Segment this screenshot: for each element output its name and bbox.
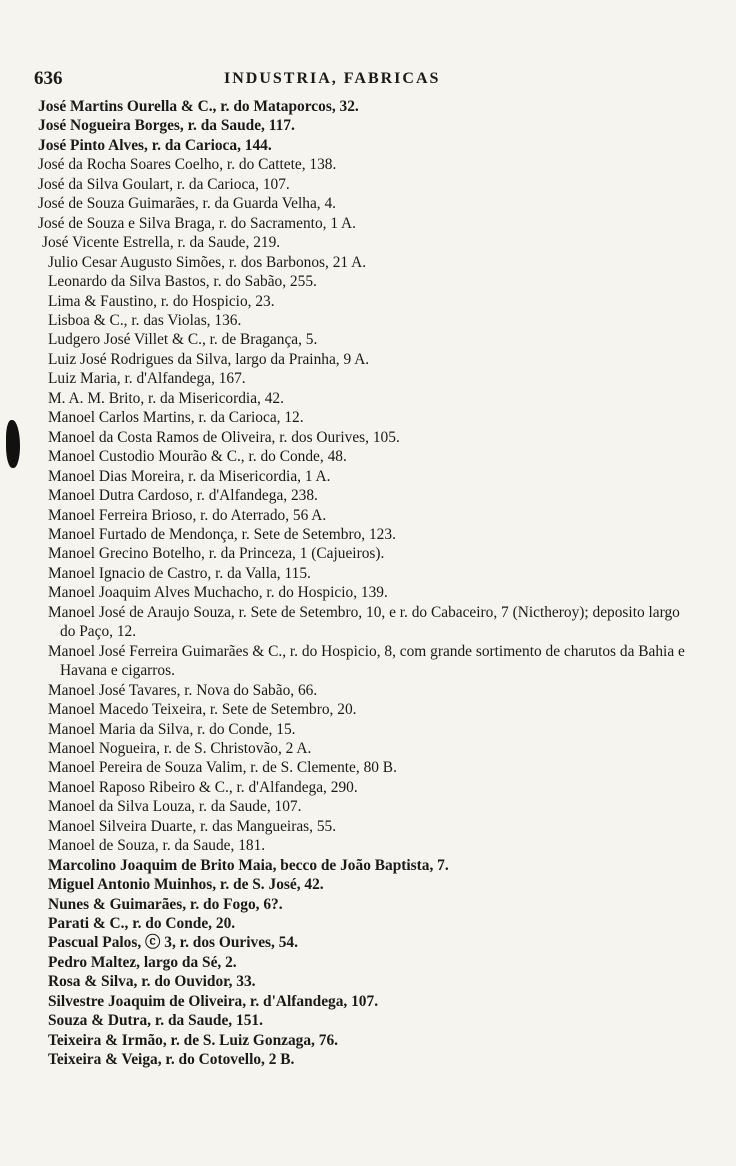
list-item: Manoel Furtado de Mendonça, r. Sete de Setembro, 123. bbox=[48, 525, 396, 543]
ink-blot bbox=[6, 420, 20, 468]
list-item: Manoel da Costa Ramos de Oliveira, r. dos Ourives, 105. bbox=[48, 428, 400, 446]
running-title: INDUSTRIA, FABRICAS bbox=[224, 70, 441, 87]
list-item: José da Silva Goulart, r. da Carioca, 107. bbox=[38, 175, 290, 193]
page-number: 636 bbox=[34, 68, 63, 89]
list-item: Lima & Faustino, r. do Hospicio, 23. bbox=[48, 292, 275, 310]
list-item: Manoel Maria da Silva, r. do Conde, 15. bbox=[48, 720, 296, 738]
list-item: Manoel Silveira Duarte, r. das Mangueiras, 55. bbox=[48, 817, 337, 835]
list-item: Manoel Joaquim Alves Muchacho, r. do Hospicio, 139. bbox=[48, 584, 388, 602]
list-item: Parati & C., r. do Conde, 20. bbox=[48, 915, 236, 933]
list-item: Manoel José de Araujo Souza, r. Sete de Setembro, 10, e r. do Cabaceiro, 7 (Nictheroy); deposito largo do Paço, 12. bbox=[48, 603, 680, 641]
list-item: Manoel Carlos Martins, r. da Carioca, 12. bbox=[48, 409, 304, 427]
list-item: Manoel Dias Moreira, r. da Misericordia, 1 A. bbox=[48, 467, 331, 485]
list-item: Silvestre Joaquim de Oliveira, r. d'Alfandega, 107. bbox=[48, 992, 379, 1010]
list-item: José de Souza Guimarães, r. da Guarda Velha, 4. bbox=[38, 195, 337, 213]
list-item: José de Souza e Silva Braga, r. do Sacramento, 1 A. bbox=[38, 214, 357, 232]
list-item: Souza & Dutra, r. da Saude, 151. bbox=[48, 1012, 263, 1030]
list-item: Lisboa & C., r. das Violas, 136. bbox=[48, 311, 242, 329]
list-item: José Nogueira Borges, r. da Saude, 117. bbox=[38, 117, 295, 135]
list-item: M. A. M. Brito, r. da Misericordia, 42. bbox=[48, 389, 284, 407]
list-item: Manoel Macedo Teixeira, r. Sete de Setembro, 20. bbox=[48, 701, 357, 719]
list-item: Manoel Nogueira, r. de S. Christovão, 2 A. bbox=[48, 739, 312, 757]
list-item: Manoel José Ferreira Guimarães & C., r. do Hospicio, 8, com grande sortimento de charutos da Bahia e Havana e cigarros. bbox=[48, 642, 685, 680]
list-item: Manoel Ignacio de Castro, r. da Valla, 115. bbox=[48, 564, 311, 582]
list-item: Leonardo da Silva Bastos, r. do Sabão, 255. bbox=[48, 273, 317, 291]
list-item: Nunes & Guimarães, r. do Fogo, 6?. bbox=[48, 895, 283, 913]
list-item: Manoel Grecino Botelho, r. da Princeza, 1 (Cajueiros). bbox=[48, 545, 385, 563]
list-item: José Martins Ourella & C., r. do Mataporcos, 32. bbox=[38, 98, 359, 115]
list-item: Rosa & Silva, r. do Ouvidor, 33. bbox=[48, 973, 256, 991]
list-item: Manoel Ferreira Brioso, r. do Aterrado, 56 A. bbox=[48, 506, 327, 524]
list-item: José da Rocha Soares Coelho, r. do Cattete, 138. bbox=[38, 156, 337, 174]
list-item: Julio Cesar Augusto Simões, r. dos Barbonos, 21 A. bbox=[48, 253, 367, 271]
directory-list bbox=[38, 97, 688, 1070]
list-item: José Pinto Alves, r. da Carioca, 144. bbox=[38, 136, 272, 154]
list-item: Pedro Maltez, largo da Sé, 2. bbox=[48, 953, 237, 971]
list-item: Ludgero José Villet & C., r. de Bragança, 5. bbox=[48, 331, 318, 349]
list-item: Luiz Maria, r. d'Alfandega, 167. bbox=[48, 370, 246, 388]
list-item: Manoel Dutra Cardoso, r. d'Alfandega, 238. bbox=[48, 487, 318, 505]
list-item: Manoel José Tavares, r. Nova do Sabão, 66. bbox=[48, 681, 318, 699]
list-item: Manoel da Silva Louza, r. da Saude, 107. bbox=[48, 798, 302, 816]
list-item: Miguel Antonio Muinhos, r. de S. José, 42. bbox=[48, 876, 324, 894]
list-item: Manoel Pereira de Souza Valim, r. de S. Clemente, 80 B. bbox=[48, 759, 397, 777]
list-item: Marcolino Joaquim de Brito Maia, becco de João Baptista, 7. bbox=[48, 856, 449, 874]
page-header bbox=[34, 68, 674, 92]
list-item: Manoel Custodio Mourão & C., r. do Conde, 48. bbox=[48, 448, 347, 466]
list-item: Pascual Palos, ⓒ 3, r. dos Ourives, 54. bbox=[48, 934, 298, 952]
list-item: Teixeira & Irmão, r. de S. Luiz Gonzaga, 76. bbox=[48, 1031, 338, 1049]
list-item: José Vicente Estrella, r. da Saude, 219. bbox=[42, 234, 281, 252]
list-item: Manoel Raposo Ribeiro & C., r. d'Alfandega, 290. bbox=[48, 778, 358, 796]
list-item: Luiz José Rodrigues da Silva, largo da Prainha, 9 A. bbox=[48, 350, 370, 368]
list-item: Teixeira & Veiga, r. do Cotovello, 2 B. bbox=[48, 1051, 295, 1069]
list-item: Manoel de Souza, r. da Saude, 181. bbox=[48, 837, 266, 855]
